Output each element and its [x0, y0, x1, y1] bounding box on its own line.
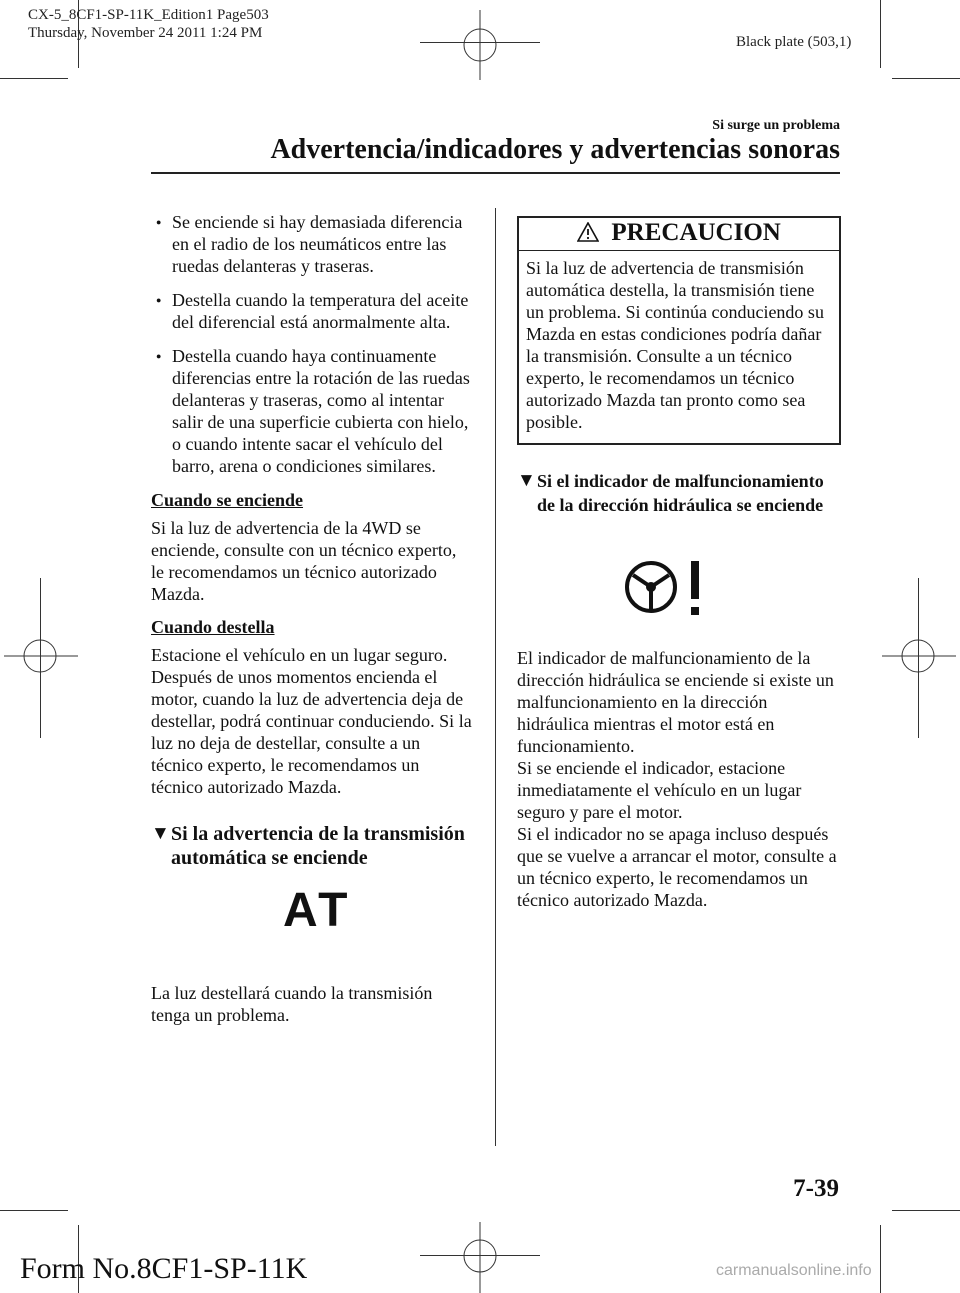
print-timestamp: Thursday, November 24 2011 1:24 PM [28, 25, 263, 41]
steering-wheel-warning-icon [621, 557, 721, 621]
at-warning-heading [151, 822, 473, 870]
subheading-when-lit: Cuando se enciende [151, 490, 304, 510]
left-column [151, 211, 473, 1032]
bullet-list [151, 211, 473, 477]
at-warning-icon-area [151, 870, 473, 982]
print-metadata [28, 6, 269, 42]
power-steering-paragraph-1: El indicador de malfuncionamiento de la dirección hidráulica se enciende si existe un malfuncionamiento en la dirección hidráulica mientras el motor está en funcionamiento. [517, 648, 834, 756]
registration-target-bottom [450, 1222, 510, 1293]
power-steering-icon-area [517, 517, 841, 647]
power-steering-paragraph-2: Si se enciende el indicador, estacione inmediatamente el vehículo en un lugar seguro y pare el motor. [517, 758, 802, 822]
list-item: ● Destella cuando la temperatura del aceite del diferencial está anormalmente alta. [151, 289, 473, 333]
section-title: Advertencia/indicadores y advertencias sonoras [270, 134, 840, 165]
at-warning-icon: AT [283, 884, 352, 937]
paragraph-when-lit: Si la luz de advertencia de la 4WD se enciende, consulte con un técnico experto, le recomendamos un técnico autorizado Mazda. [151, 518, 457, 604]
caution-box [517, 216, 841, 445]
registration-target-top [450, 10, 510, 80]
form-number: Form No.8CF1-SP-11K [20, 1252, 308, 1285]
watermark: carmanualsonline.info [716, 1262, 872, 1279]
warning-triangle-icon [577, 222, 599, 242]
right-column [517, 216, 841, 911]
column-divider [495, 208, 496, 1146]
power-steering-heading-text: Si el indicador de malfuncionamiento de la dirección hidráulica se enciende [537, 471, 824, 515]
caution-title-text: PRECAUCION [611, 219, 781, 246]
list-item: ● Destella cuando haya continuamente diferencias entre la rotación de las ruedas delanteras y traseras, como al intentar salir de una superficie cubierta con hielo, o cuando intente sacar el vehículo del barro, arena o condiciones similares. [151, 345, 473, 477]
registration-target-right [882, 626, 956, 686]
power-steering-paragraph-3: Si el indicador no se apaga incluso después que se vuelve a arrancar el motor, consulte a un técnico experto, le recomendamos un técnico autorizado Mazda. [517, 824, 837, 910]
paragraph-when-flashing: Estacione el vehículo en un lugar seguro. Después de unos momentos encienda el motor, cuando la luz de advertencia deja de destellar, podrá continuar conduciendo. Si la luz no deja de destellar, consulte a un técnico experto, le recomendamos un técnico autorizado Mazda. [151, 645, 472, 797]
caution-divider [519, 250, 839, 251]
at-warning-heading-text: Si la advertencia de la transmisión automática se enciende [171, 823, 465, 869]
triangle-marker-icon: ▼ [517, 470, 536, 491]
print-file-name: CX-5_8CF1-SP-11K_Edition1 Page503 [28, 7, 269, 23]
subheading-when-flashing: Cuando destella [151, 617, 275, 637]
list-item: ● Se enciende si hay demasiada diferencia en el radio de los neumáticos entre las ruedas delanteras y traseras. [151, 211, 473, 277]
caution-text: Si la luz de advertencia de transmisión automática destella, la transmisión tiene un problema. Si continúa conduciendo su Mazda en estas condiciones podría dañar la transmisión. Consulte a un técnico experto, le recomendamos un técnico autorizado Mazda tan pronto como sea posible. [526, 258, 824, 432]
plate-label: Black plate (503,1) [736, 34, 852, 50]
at-warning-description: La luz destellará cuando la transmisión tenga un problema. [151, 983, 433, 1025]
registration-target-left [4, 626, 78, 686]
chapter-title: Si surge un problema [712, 118, 840, 133]
power-steering-heading [517, 469, 841, 517]
triangle-marker-icon: ▼ [151, 823, 170, 844]
header-rule [151, 172, 840, 174]
caution-title [526, 218, 832, 248]
page-number: 7-39 [793, 1175, 839, 1202]
